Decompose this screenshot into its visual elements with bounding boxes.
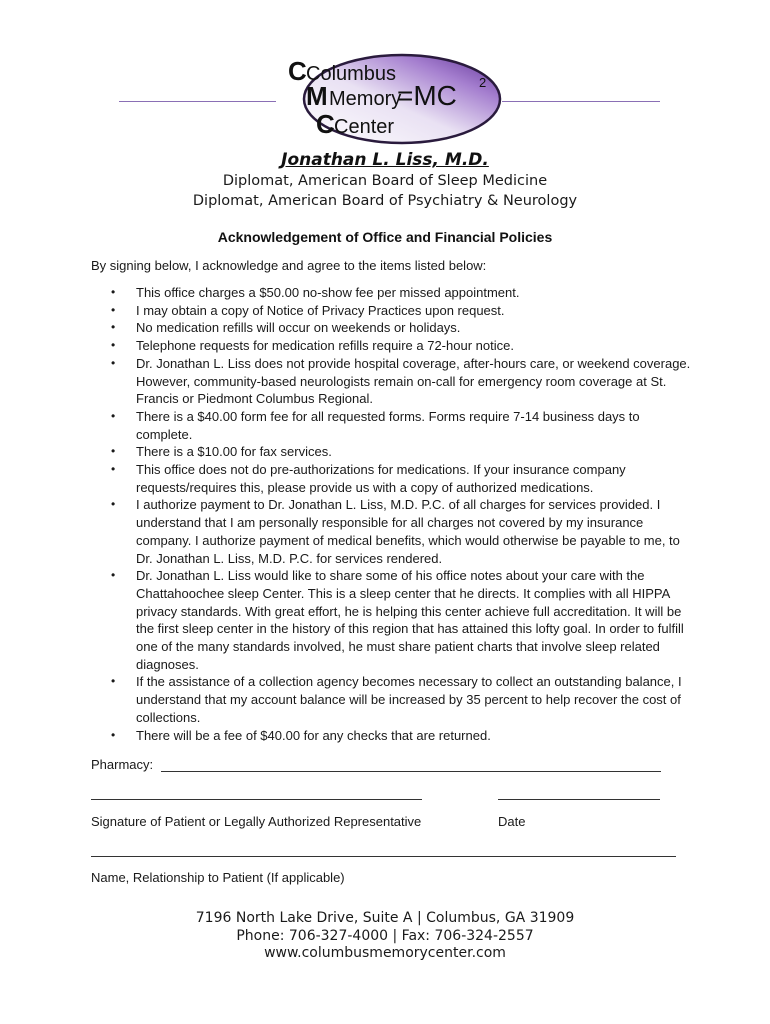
policy-text: Dr. Jonathan L. Liss would like to share some of his office notes about your care with the Chattahoochee sleep Center. This is a sleep center that he directs. It complies with all HIPPA privacy standards. With great effort, he is helping this center achieve full accreditation. It will be the first sleep center in the history of this region that has attained this lofty goal. In order to fulfill one of the many standards involved, he must share patient charts that involve sleep related diagnoses.	[136, 568, 684, 672]
logo-rule-right	[502, 101, 660, 102]
policy-text: This office charges a $50.00 no-show fee per missed appointment.	[136, 285, 520, 300]
logo-superscript: 2	[479, 75, 487, 90]
date-label: Date	[498, 814, 526, 829]
signature-label: Signature of Patient or Legally Authorized Representative	[91, 814, 422, 829]
policy-item	[91, 567, 691, 673]
bullet-icon: •	[111, 302, 116, 317]
policy-item	[91, 673, 691, 726]
policy-text: There is a $40.00 form fee for all requested forms. Forms require 7-14 business days to complete.	[136, 408, 640, 442]
policy-text: Dr. Jonathan L. Liss does not provide hospital coverage, after-hours care, or weekend coverage. However, community-based neurologists remain on-call for emergency room coverage at St. Francis or Piedmont Columbus Regional.	[136, 355, 691, 407]
pharmacy-field[interactable]	[161, 771, 661, 772]
intro-text: By signing below, I acknowledge and agree to the items listed below:	[91, 258, 487, 273]
policy-item	[91, 355, 691, 408]
credential-sleep-medicine: Diplomat, American Board of Sleep Medicine	[222, 173, 548, 189]
name-relationship-label: Name, Relationship to Patient (If applicable)	[91, 870, 345, 885]
bullet-icon: •	[111, 727, 116, 742]
columbus-memory-center-logo	[276, 51, 502, 147]
policy-text: I may obtain a copy of Notice of Privacy Practices upon request.	[136, 302, 505, 318]
policy-item	[91, 461, 691, 496]
footer-website[interactable]: www.columbusmemorycenter.com	[264, 945, 506, 961]
bullet-icon: •	[111, 462, 116, 477]
credential-psychiatry-neurology: Diplomat, American Board of Psychiatry & Neurology	[192, 193, 578, 209]
document-title: Acknowledgement of Office and Financial Policies	[217, 229, 553, 245]
logo-line3: Center	[334, 116, 395, 138]
doctor-name: Jonathan L. Liss, M.D.	[281, 150, 489, 170]
pharmacy-label: Pharmacy:	[91, 757, 154, 772]
policy-item	[91, 408, 691, 443]
bullet-icon: •	[111, 320, 116, 335]
bullet-icon: •	[111, 338, 116, 353]
policy-item	[91, 337, 691, 355]
policy-text: There is a $10.00 for fax services.	[136, 444, 332, 460]
footer-address: 7196 North Lake Drive, Suite A | Columbus, GA 31909	[195, 910, 575, 926]
policy-text: I authorize payment to Dr. Jonathan L. Liss, M.D. P.C. of all charges for services provided. I understand that I am personally responsible for all charges not covered by my insurance company. I authorize payment of medical benefits, which would otherwise be payable to me, to Dr. Jonathan L. Liss, M.D. P.C. for services rendered.	[136, 497, 680, 566]
logo-line1: Columbus	[306, 63, 397, 85]
signature-field[interactable]	[91, 799, 422, 800]
logo-line2: Memory	[329, 88, 402, 110]
policy-text: If the assistance of a collection agency becomes necessary to collect an outstanding balance, I understand that my account balance will be increased by 35 percent to help recover the cost of collections.	[136, 674, 682, 725]
date-field[interactable]	[498, 799, 660, 800]
policy-text: Telephone requests for medication refills require a 72-hour notice.	[136, 338, 514, 354]
bullet-icon: •	[111, 285, 116, 299]
footer-phone-fax: Phone: 706-327-4000 | Fax: 706-324-2557	[236, 928, 534, 944]
bullet-icon: •	[111, 674, 116, 689]
logo-letter-m: M	[306, 81, 328, 111]
bullet-icon: •	[111, 568, 116, 583]
policy-item	[91, 302, 691, 320]
policy-item	[91, 443, 691, 461]
logo-emc: =MC	[397, 80, 457, 111]
policy-item	[91, 727, 691, 745]
bullet-icon: •	[111, 444, 116, 459]
logo-letter-c1: C	[288, 56, 307, 86]
bullet-icon: •	[111, 408, 116, 423]
name-relationship-field[interactable]	[91, 856, 676, 857]
policy-item	[91, 496, 691, 567]
policy-item	[91, 319, 691, 337]
bullet-icon: •	[111, 497, 116, 512]
policy-text: This office does not do pre-authorizations for medications. If your insurance company requests/requires this, please provide us with a copy of authorized medications.	[136, 462, 626, 495]
policy-text: There will be a fee of $40.00 for any checks that are returned.	[136, 727, 491, 743]
policy-text: No medication refills will occur on weekends or holidays.	[136, 320, 461, 336]
logo-letter-c2: C	[316, 109, 335, 139]
bullet-icon: •	[111, 355, 116, 370]
policy-item	[91, 284, 691, 302]
policy-list	[91, 284, 691, 744]
logo-rule-left	[119, 101, 276, 102]
